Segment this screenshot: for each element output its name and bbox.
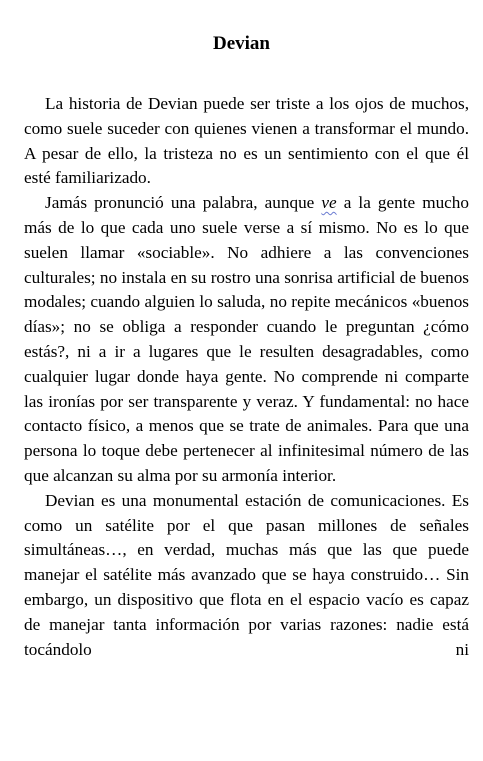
- document-title: Devian: [213, 33, 270, 54]
- document-body: [24, 92, 469, 662]
- paragraph-2: [24, 191, 469, 489]
- paragraph-2-text-before: Jamás pronunció una palabra, aunque: [45, 193, 322, 213]
- paragraph-2-text-after: a la gente mucho más de lo que cada uno suele verse a sí mismo. No es lo que suelen llamar «sociable». No adhiere a las convenciones culturales; no instala en su rostro una sonrisa artificial de buenos modales; cuando alguien lo saluda, no repite mecánicos «buenos días»; no se obliga a responder cuando le preguntan ¿cómo estás?, ni a ir a lugares que le resulten desagradables, como cualquier lugar donde haya gente. No comprende ni comparte las ironías por ser transparente y veraz. Y fundamental: no hace contacto físico, a menos que se trate de animales. Para que una persona lo toque debe pertenecer al infinitesimal número de las que alcanzan su alma por su armonía interior.: [24, 193, 469, 485]
- paragraph-3: [24, 489, 469, 663]
- paragraph-3-text: Devian es una monumental estación de comunicaciones. Es como un satélite por el que pasan millones de señales simultáneas…, en verdad, muchas más que las que puede manejar el satélite más avanzado que se haya construido… Sin embargo, un dispositivo que flota en el espacio vacío es capaz de manejar tanta información por varias razones: nadie está tocándolo ni: [24, 490, 469, 659]
- paragraph-1: [24, 92, 469, 191]
- paragraph-1-text: La historia de Devian puede ser triste a los ojos de muchos, como suele suceder con quienes vienen a transformar el mundo. A pesar de ello, la tristeza no es un sentimiento con el que él esté familiarizado.: [24, 94, 469, 188]
- spellcheck-marked-word: ve: [321, 193, 337, 213]
